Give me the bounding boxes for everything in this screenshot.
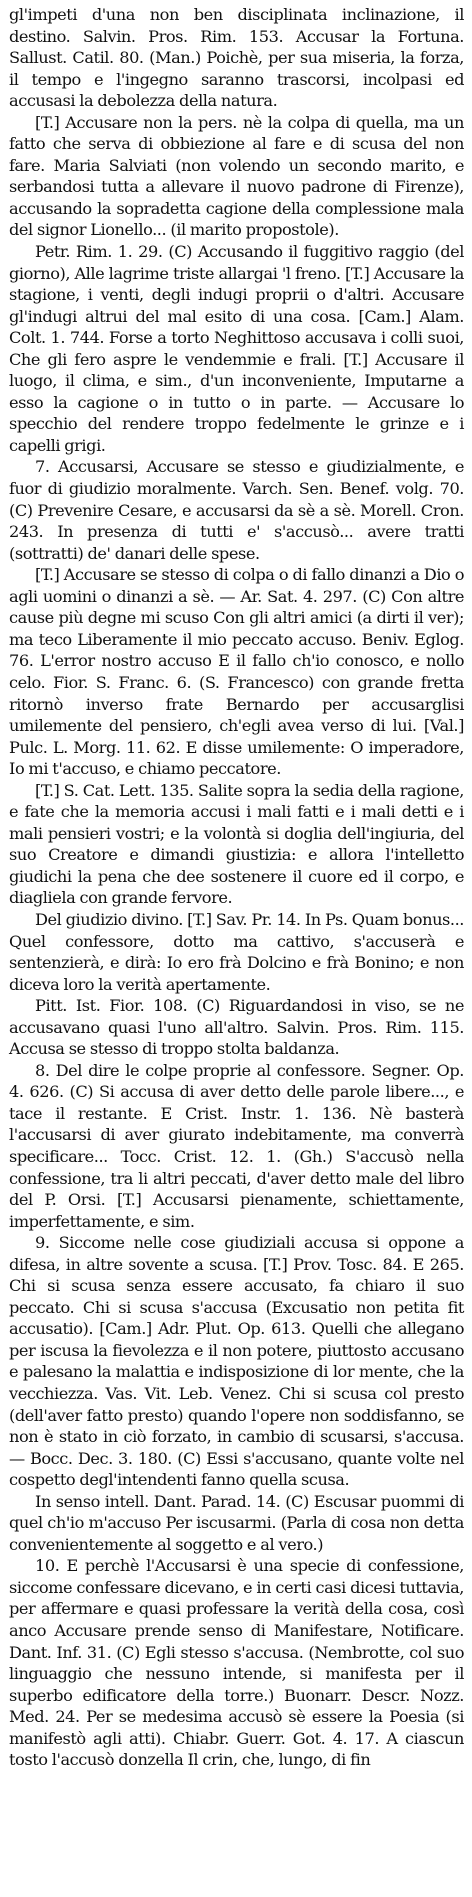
entry-paragraph-10: 9. Siccome nelle cose giudiziali accusa si oppone a difesa, in altre sovente a scusa. [T.] Prov. Tosc. 84. E 265. Chi si scusa senza essere accusato, fa chiaro il suo peccato. Chi si scusa s'accusa (Excusatio non petita fit accusatio). [Cam.] Adr. Plut. Op. 613. Quelli che allegano per iscusa la fievolezza e il non potere, piuttosto accusano e palesano la malattia e indisposizione di lor mente, che la vecchiezza. Vas. Vit. Leb. Venez. Chi si scusa col presto (dell'aver fatto presto) quando l'opere non soddisfanno, se non è stato in ciò forzato, in cambio di scusarsi, s'accusa. — Bocc. Dec. 3. 180. (C) Essi s'accusano, quante volte nel cospetto degl'intendenti fanno quella scusa. bbox=[9, 1233, 464, 1490]
entry-paragraph-4: 7. Accusarsi, Accusare se stesso e giudizialmente, e fuor di giudizio moralmente. Varch. Sen. Benef. volg. 70. (C) Prevenire Cesare, e accusarsi da sè a sè. Morell. Cron. 243. In presenza di tutti e' s'accusò... avere tratti (sottratti) de' danari delle spese. bbox=[9, 457, 464, 563]
entry-paragraph-8: Pitt. Ist. Fior. 108. (C) Riguardandosi in viso, se ne accusavano quasi l'uno all'altro. Salvin. Pros. Rim. 115. Accusa se stesso di troppo stolta baldanza. bbox=[9, 996, 464, 1059]
entry-paragraph-2: [T.] Accusare non la pers. nè la colpa di quella, ma un fatto che serva di obbiezione al fare e di scusa del non fare. Maria Salviati (non volendo un secondo marito, e serbandosi tutta a allevare il nuovo padrone di Firenze), accusando la sopradetta cagione della complessione mala del signor Lionello... (il marito propostole). bbox=[9, 112, 464, 240]
entry-paragraph-7: Del giudizio divino. [T.] Sav. Pr. 14. In Ps. Quam bonus... Quel confessore, dotto ma cattivo, s'accuserà e sentenzierà, e dirà: Io ero frà Dolcino e frà Bonino; e non diceva loro la verità apertamente. bbox=[9, 909, 464, 994]
entry-paragraph-9: 8. Del dire le colpe proprie al confessore. Segner. Op. 4. 626. (C) Si accusa di aver detto delle parole libere..., e tace il restante. E Crist. Instr. 1. 136. Nè basterà l'accusarsi di aver giurato indebitamente, ma converrà specificare... Tocc. Crist. 12. 1. (Gh.) S'accusò nella confessione, tra li altri peccati, d'aver detto male del libro del P. Orsi. [T.] Accusarsi pienamente, schiettamente, imperfettamente, e sim. bbox=[9, 1060, 464, 1231]
entry-paragraph-3: Petr. Rim. 1. 29. (C) Accusando il fuggitivo raggio (del giorno), Alle lagrime triste allargai 'l freno. [T.] Accusare la stagione, i venti, degli indugi proprii o d'altri. Accusare gl'indugi altrui del mal esito di una cosa. [Cam.] Alam. Colt. 1. 744. Forse a torto Neghittoso accusava i colli suoi, Che gli fero aspre le vendemmie e frali. [T.] Accusare il luogo, il clima, e sim., d'un inconveniente, Imputarne a esso la cagione o in tutto o in parte. — Accusare lo specchio del rendere troppo fedelmente le grinze e i capelli grigi. bbox=[9, 242, 464, 455]
entry-paragraph-12: 10. E perchè l'Accusarsi è una specie di confessione, siccome confessare dicevano, e in certi casi dicesi tuttavia, per affermare e quasi professare la verità della cosa, così anco Accusare prende senso di Manifestare, Notificare. Dant. Inf. 31. (C) Egli stesso s'accusa. (Nembrotte, col suo linguaggio che nessuno intende, si manifesta per il superbo edificatore della torre.) Buonarr. Descr. Nozz. Med. 24. Per se medesima accusò sè essere la Poesia (si manifestò agli atti). Chiabr. Guerr. Got. 4. 17. A ciascun tosto l'accusò donzella Il crin, che, lungo, di fin bbox=[9, 1556, 464, 1770]
entry-paragraph-1: gl'impeti d'una non ben disciplinata inclinazione, il destino. Salvin. Pros. Rim. 153. Accusar la Fortuna. Sallust. Catil. 80. (Man.) Poichè, per sua miseria, la forza, il tempo e l'ingegno saranno trascorsi, incolpasi ed accusasi la debolezza della natura. bbox=[9, 5, 464, 111]
entry-paragraph-11: In senso intell. Dant. Parad. 14. (C) Escusar puommi di quel ch'io m'accuso Per iscusarmi. (Parla di cosa non detta convenientemente al soggetto e al vero.) bbox=[9, 1491, 464, 1554]
entry-paragraph-5: [T.] Accusare se stesso di colpa o di fallo dinanzi a Dio o agli uomini o dinanzi a sè. — Ar. Sat. 4. 297. (C) Con altre cause più degne mi scuso Con gli altri amici (a dirti il ver); ma teco Liberamente il mio peccato accuso. Beniv. Eglog. 76. L'error nostro accuso E il fallo ch'io conosco, e nollo celo. Fior. S. Franc. 6. (S. Francesco) con grande fretta ritornò inverso frate Bernardo per accusarglisi umilemente del pensiero, ch'egli avea verso di lui. [Val.] Pulc. L. Morg. 11. 62. E disse umilemente: O imperadore, Io mi t'accuso, e chiamo peccatore. bbox=[9, 565, 464, 779]
entry-paragraph-6: [T.] S. Cat. Lett. 135. Salite sopra la sedia della ragione, e fate che la memoria accusi i mali fatti e i mali detti e i mali pensieri vostri; e la volontà si doglia dell'ingiuria, del suo Creatore e dimandi giustizia: e allora l'intelletto giudichi la pena che dee sostenere il cuore ed il corpo, e diagliela con grande fervore. bbox=[9, 780, 464, 908]
